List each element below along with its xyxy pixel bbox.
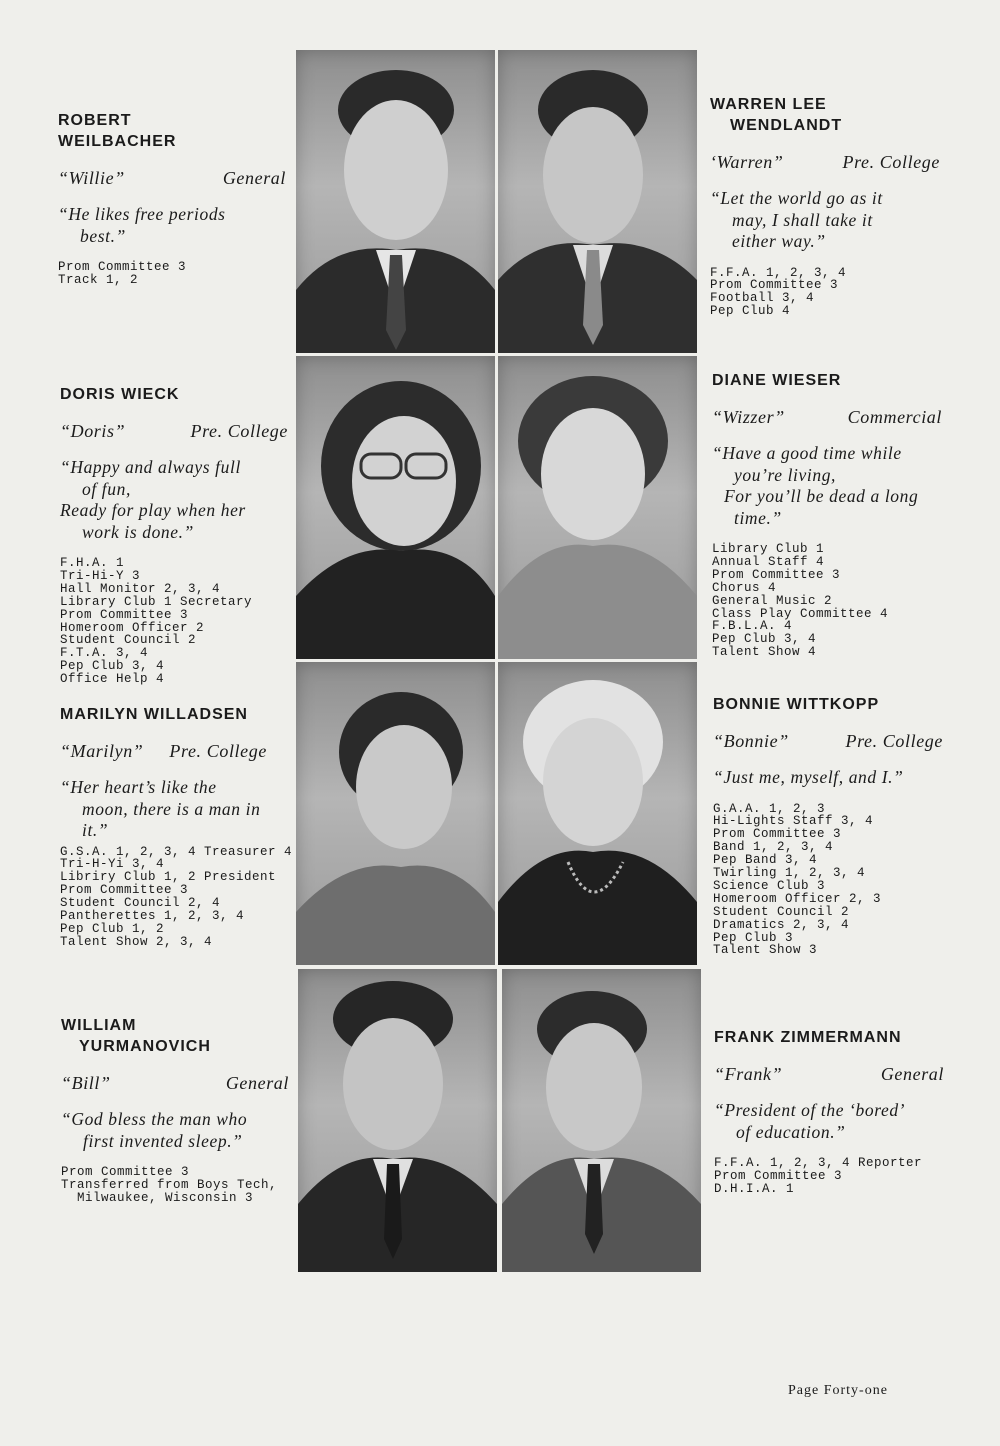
senior-quote [713, 767, 943, 789]
activity-item: Pep Club 3, 4 [712, 632, 817, 647]
activities-list [714, 1157, 944, 1196]
senior-quote [712, 443, 942, 529]
activity-item: Pep Club 3, 4 [60, 659, 165, 674]
activity-item: Science Club 3 [713, 878, 826, 893]
activity-item: F.H.A. 1 [60, 556, 125, 570]
activity-item: F.B.L.A. 4 [712, 619, 793, 634]
course: Pre. College [190, 421, 288, 441]
activity-item: Pep Club 4 [710, 304, 791, 319]
nickname-course-row [714, 1064, 944, 1085]
quote-line: “Have a good time while [712, 443, 902, 463]
activities-list [58, 261, 286, 287]
quote-line: it.” [82, 820, 109, 840]
activity-item: Talent Show 3 [713, 943, 818, 958]
quote-line: “Let the world go as it [710, 188, 883, 208]
senior-name-line: WEILBACHER [58, 133, 177, 150]
course: Pre. College [842, 152, 940, 172]
quote-line: may, I shall take it [732, 209, 873, 230]
portrait-photo-warren-wendlandt [498, 50, 697, 353]
quote-line: time.” [734, 507, 782, 528]
activity-item: G.A.A. 1, 2, 3 [713, 801, 826, 816]
activity-item: Prom Committee 3 [714, 1168, 843, 1183]
activity-item: F.F.A. 1, 2, 3, 4 [710, 265, 847, 280]
activity-item: Pep Band 3, 4 [713, 853, 818, 868]
senior-entry [712, 370, 942, 659]
portrait-illustration [498, 662, 697, 965]
nickname-course-row [60, 741, 288, 762]
senior-entry [58, 110, 286, 287]
nickname: ‘Warren” [710, 152, 784, 172]
portrait-photo-doris-wieck [296, 356, 495, 659]
portrait-illustration [296, 50, 495, 353]
senior-name-line: WILLIAM [61, 1017, 137, 1034]
senior-name-line: DORIS WIECK [60, 386, 180, 403]
activity-item: Annual Staff 4 [712, 554, 825, 569]
quote-line: work is done.” [82, 521, 194, 542]
quote-line: you’re living, [734, 464, 837, 485]
senior-name-line: WENDLANDT [730, 117, 843, 134]
activity-item: Prom Committee 3 [58, 260, 187, 274]
senior-name [714, 1027, 944, 1048]
activity-item: Student Council 2 [713, 904, 850, 919]
nickname-course-row [60, 421, 288, 442]
activity-item: Tri-H-Yi 3, 4 [60, 857, 165, 872]
senior-quote [714, 1100, 944, 1143]
senior-entry [714, 1027, 944, 1196]
activity-item: Hi-Lights Staff 3, 4 [713, 814, 874, 829]
senior-name [60, 384, 288, 405]
activity-item: Student Council 2, 4 [60, 896, 221, 911]
activity-item: Prom Committee 3 [710, 278, 839, 293]
nickname-course-row [712, 407, 942, 428]
senior-entry [710, 94, 940, 318]
activity-item: Class Play Committee 4 [712, 606, 889, 621]
senior-name [710, 94, 940, 136]
activity-item: Library Club 1 [712, 542, 825, 556]
senior-name-line: BONNIE WITTKOPP [713, 696, 880, 713]
senior-name-line: WARREN LEE [710, 96, 827, 113]
senior-entry [60, 384, 288, 686]
senior-name-line: DIANE WIESER [712, 372, 842, 389]
activities-list [61, 1166, 289, 1205]
course: General [222, 168, 286, 188]
senior-name-line: YURMANOVICH [79, 1038, 211, 1055]
activity-item: Pep Club 3 [713, 930, 794, 945]
activity-item: F.F.A. 1, 2, 3, 4 Reporter [714, 1156, 923, 1170]
activity-item: Hall Monitor 2, 3, 4 [60, 581, 221, 596]
quote-line: either way.” [732, 231, 826, 251]
quote-line: of fun, [82, 478, 131, 499]
nickname: “Bill” [61, 1073, 111, 1093]
senior-quote [58, 204, 286, 247]
quote-line: “President of the ‘bored’ [714, 1100, 906, 1120]
senior-entry [61, 1015, 289, 1205]
portrait-photo-marilyn-willadsen [296, 662, 495, 965]
activity-item: Homeroom Officer 2, 3 [713, 891, 882, 906]
course: Commercial [847, 407, 942, 427]
portrait-photo-william-yurmanovich [298, 969, 497, 1272]
senior-name [61, 1015, 289, 1057]
activity-item: Prom Committee 3 [60, 607, 189, 622]
senior-entry [713, 694, 943, 957]
activity-item: Homeroom Officer 2 [60, 620, 205, 635]
activity-item: Talent Show 2, 3, 4 [60, 934, 213, 949]
activity-item: Pantherettes 1, 2, 3, 4 [60, 909, 245, 924]
portrait-illustration [296, 662, 495, 965]
senior-name [60, 704, 288, 725]
portrait-illustration [498, 50, 697, 353]
activity-item: Milwaukee, Wisconsin 3 [77, 1190, 254, 1205]
activity-item: Tri-Hi-Y 3 [60, 568, 141, 583]
quote-line: “He likes free periods [58, 204, 226, 224]
course: Pre. College [169, 741, 267, 761]
quote-line: Ready for play when her [60, 500, 246, 520]
nickname: “Willie” [58, 168, 125, 188]
quote-line: “God bless the man who [61, 1109, 248, 1129]
quote-line: first invented sleep.” [83, 1130, 243, 1151]
senior-quote [60, 457, 288, 543]
activity-item: Talent Show 4 [712, 645, 817, 660]
activity-item: Transferred from Boys Tech, [61, 1177, 278, 1192]
portrait-illustration [498, 356, 697, 659]
senior-entry [60, 704, 293, 949]
portrait-illustration [296, 356, 495, 659]
activity-item: Band 1, 2, 3, 4 [713, 840, 834, 855]
nickname: “Marilyn” [60, 741, 144, 761]
senior-name-line: FRANK ZIMMERMANN [714, 1029, 902, 1046]
nickname-course-row [713, 731, 943, 752]
portrait-photo-bonnie-wittkopp [498, 662, 697, 965]
quote-line: best.” [80, 225, 126, 246]
activities-list [710, 267, 940, 319]
portrait-photo-robert-weilbacher [296, 50, 495, 353]
activities-list [712, 543, 942, 659]
page-number: Page Forty-one [788, 1383, 888, 1398]
nickname: “Wizzer” [712, 407, 785, 427]
activity-item: Twirling 1, 2, 3, 4 [713, 866, 866, 881]
activity-item: Student Council 2 [60, 633, 197, 648]
activity-item: Track 1, 2 [58, 272, 139, 287]
senior-name-line: ROBERT [58, 112, 132, 129]
activity-item: Pep Club 1, 2 [60, 921, 165, 936]
activities-list [60, 844, 293, 949]
activity-item: General Music 2 [712, 593, 833, 608]
senior-name [713, 694, 943, 715]
nickname-course-row [61, 1073, 289, 1094]
nickname-course-row [58, 168, 286, 189]
quote-line: “Her heart’s like the [60, 777, 217, 797]
activity-item: Office Help 4 [60, 672, 165, 687]
portrait-photo-diane-wieser [498, 356, 697, 659]
activity-item: Prom Committee 3 [712, 567, 841, 582]
activities-list [60, 557, 288, 686]
activities-list [713, 803, 943, 958]
senior-quote [60, 777, 288, 842]
portrait-illustration [502, 969, 701, 1272]
senior-name-line: MARILYN WILLADSEN [60, 706, 248, 723]
quote-line: of education.” [736, 1121, 846, 1142]
senior-quote [61, 1109, 289, 1152]
course: Pre. College [845, 731, 943, 751]
activity-item: Library Club 1 Secretary [60, 594, 253, 609]
activity-item: Football 3, 4 [710, 291, 815, 306]
nickname: “Bonnie” [713, 731, 789, 751]
activity-item: D.H.I.A. 1 [714, 1181, 795, 1196]
activity-item: G.S.A. 1, 2, 3, 4 Treasurer 4 [60, 844, 293, 859]
quote-line: “Just me, myself, and I.” [713, 767, 904, 787]
activity-item: Prom Committee 3 [713, 827, 842, 842]
senior-name [712, 370, 942, 391]
activity-item: Chorus 4 [712, 580, 777, 595]
activity-item: Prom Committee 3 [61, 1165, 190, 1179]
senior-name [58, 110, 286, 152]
portrait-illustration [298, 969, 497, 1272]
quote-line: “Happy and always full [60, 457, 241, 477]
activity-item: Libriry Club 1, 2 President [60, 870, 277, 885]
senior-quote [710, 188, 940, 253]
nickname: “Frank” [714, 1064, 783, 1084]
nickname-course-row [710, 152, 940, 173]
quote-line: For you’ll be dead a long [724, 486, 919, 506]
nickname: “Doris” [60, 421, 126, 441]
quote-line: moon, there is a man in [82, 798, 261, 819]
activity-item: Dramatics 2, 3, 4 [713, 917, 850, 932]
activity-item: F.T.A. 3, 4 [60, 646, 149, 661]
course: General [225, 1073, 289, 1093]
course: General [880, 1064, 944, 1084]
portrait-photo-frank-zimmermann [502, 969, 701, 1272]
activity-item: Prom Committee 3 [60, 883, 189, 898]
